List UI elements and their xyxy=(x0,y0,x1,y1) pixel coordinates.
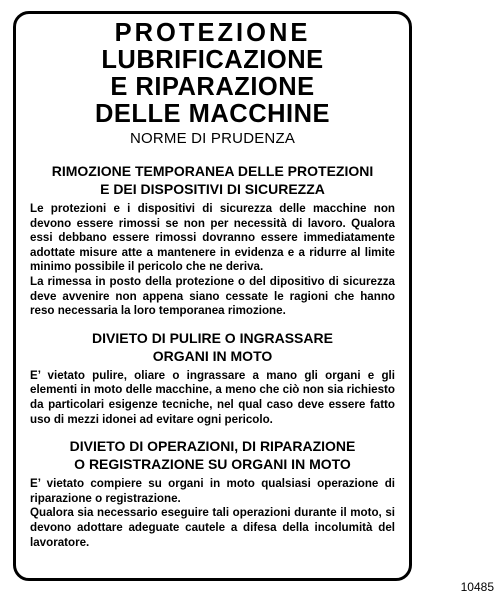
section-2-heading-line-2: ORGANI IN MOTO xyxy=(152,347,273,364)
title-line-2: LUBRIFICAZIONE xyxy=(101,46,324,74)
reference-code: 10485 xyxy=(460,580,494,594)
section-1-heading xyxy=(30,162,395,198)
section-2-paragraph-1: E’ vietato pulire, oliare o ingrassare a mano gli organi e gli elementi in moto delle macchine, a meno che ciò non sia richiesto da particolari esigenze tecniche, nel qual caso deve essere fatto uso di mezzi idonei ad evitare ogni pericolo. xyxy=(30,368,395,426)
section-2-heading xyxy=(30,329,395,365)
title-line-1: PROTEZIONE xyxy=(114,19,311,47)
section-1-heading-line-1: RIMOZIONE TEMPORANEA DELLE PROTEZIONI xyxy=(51,163,374,179)
sign-subtitle: NORME DI PRUDENZA xyxy=(129,130,296,147)
section-3-heading xyxy=(30,437,395,473)
title-line-4: DELLE MACCHINE xyxy=(94,100,331,128)
section-3-paragraph-1: E’ vietato compiere su organi in moto qualsiasi operazione di riparazione o registrazione. xyxy=(30,477,395,505)
title-line-3: E RIPARAZIONE xyxy=(110,73,315,101)
section-2-heading-line-1: DIVIETO DI PULIRE O INGRASSARE xyxy=(92,329,333,346)
section-1-paragraph-1: Le protezioni e i dispositivi di sicurezza delle macchine non devono essere rimossi se non per necessità di lavoro. Qualora essi debbano essere rimossi dovranno essere immediatamente adottate misure atte a mantenere in evidenza e a ridurre al limite minimo possibile il pericolo che ne deriva. xyxy=(30,202,395,274)
section-3-paragraph-2: Qualora sia necessario eseguire tali operazioni durante il moto, si devono adottare adeguate cautele a difesa della incolumità del lavoratore. xyxy=(30,506,395,549)
section-1-paragraph-2: La rimessa in posto della protezione o del dipositivo di sicurezza deve avvenire non appena siano cessate le ragioni che hanno reso necessaria la loro temporanea rimozione. xyxy=(30,274,395,318)
sign-title xyxy=(30,20,395,128)
section-3-heading-line-2: O REGISTRAZIONE SU ORGANI IN MOTO xyxy=(74,456,351,473)
safety-sign xyxy=(13,11,412,581)
section-3-heading-line-1: DIVIETO DI OPERAZIONI, DI RIPARAZIONE xyxy=(69,438,356,455)
section-1-heading-line-2: E DEI DISPOSITIVI DI SICUREZZA xyxy=(100,181,325,197)
